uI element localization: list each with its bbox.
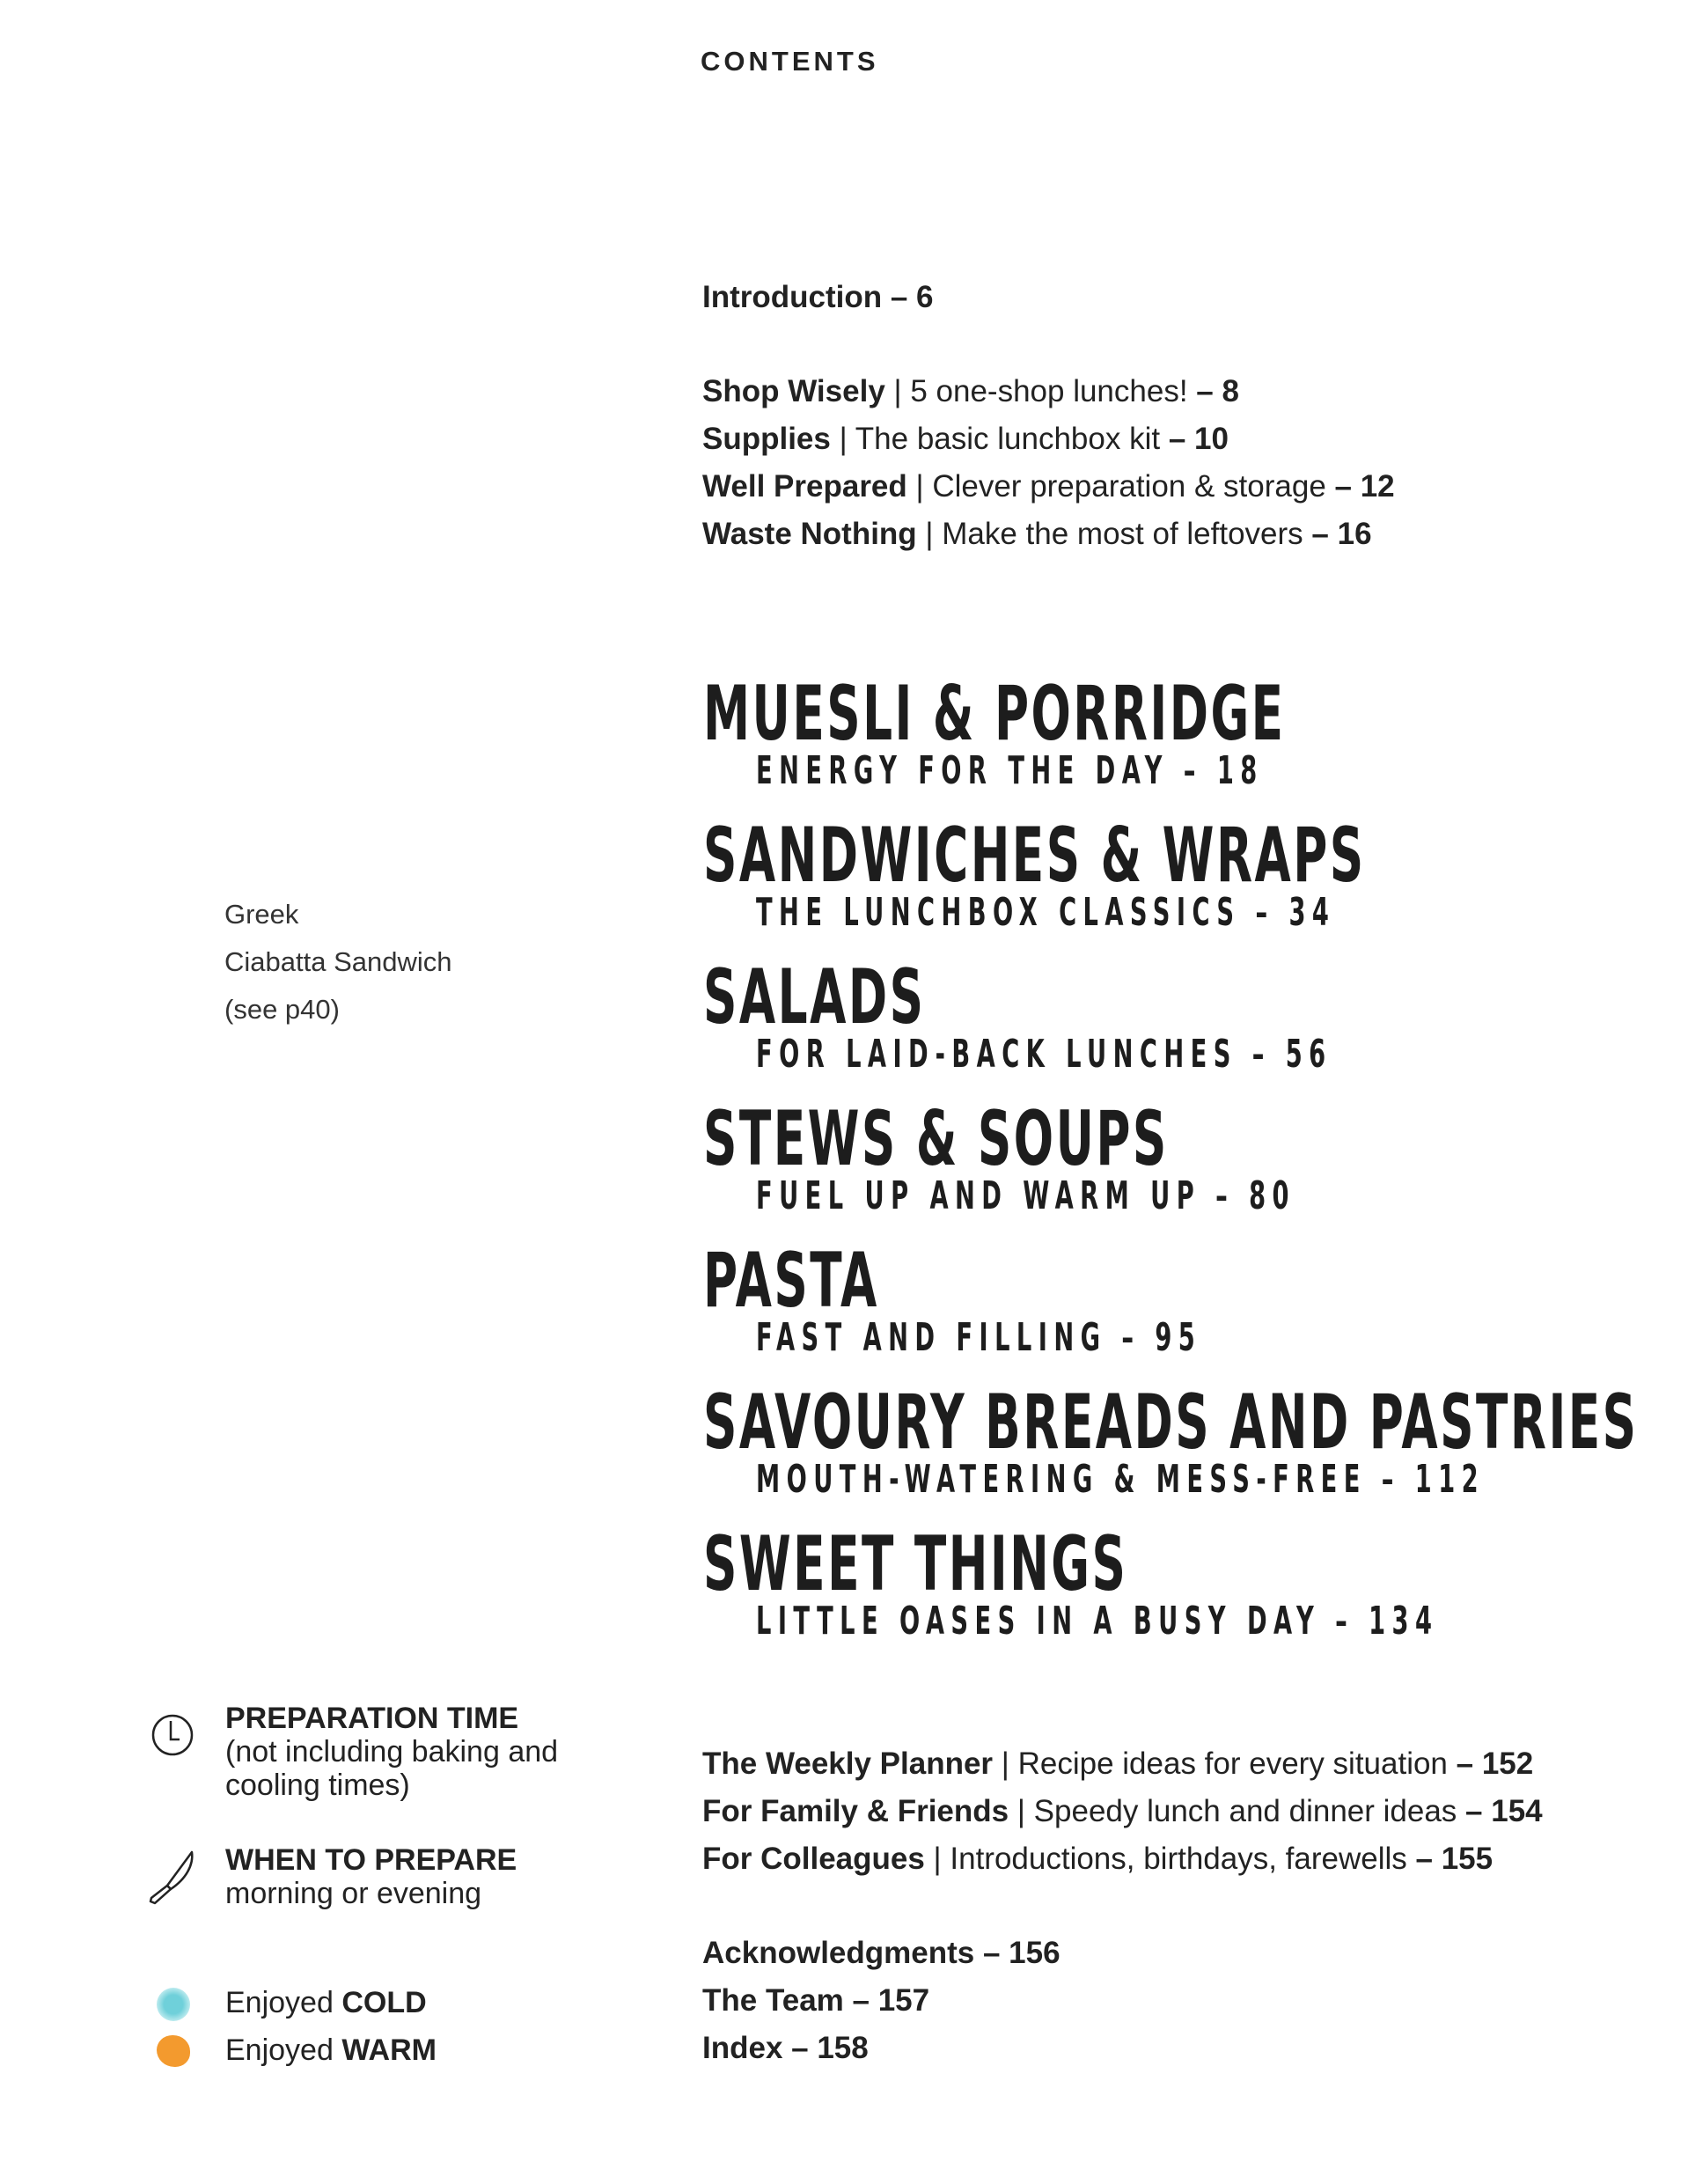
- cold-icon: [157, 1988, 190, 2021]
- toc-label: Index: [702, 2031, 783, 2065]
- section-title: SAVOURY BREADS AND PASTRIES: [703, 1379, 1639, 1467]
- toc-page: 8: [1222, 374, 1239, 408]
- section-subtitle: LITTLE OASES IN A BUSY DAY – 134: [756, 1599, 1439, 1644]
- legend-when-prepare: [225, 1843, 517, 1910]
- legend-title: PREPARATION TIME: [225, 1702, 519, 1735]
- caption-line: Ciabatta Sandwich: [224, 946, 452, 977]
- toc-sub: Speedy lunch and dinner ideas: [1033, 1794, 1457, 1828]
- toc-page: 6: [916, 280, 934, 314]
- toc-extras: [702, 1740, 1543, 1883]
- section-subtitle: ENERGY FOR THE DAY – 18: [756, 748, 1264, 793]
- toc-label: For Colleagues: [702, 1842, 925, 1876]
- caption-line: Greek: [224, 899, 299, 930]
- toc-entry[interactable]: Supplies | The basic lunchbox kit – 10: [702, 422, 1229, 456]
- toc-sub: Introductions, birthdays, farewells: [950, 1842, 1407, 1876]
- section-subtitle: FOR LAID-BACK LUNCHES – 56: [756, 1032, 1332, 1077]
- legend-text: Enjoyed: [225, 2033, 334, 2067]
- section-title: SANDWICHES & WRAPS: [703, 812, 1366, 900]
- section-sandwiches[interactable]: [703, 812, 1688, 935]
- toc-label: Waste Nothing: [702, 517, 917, 551]
- knife-icon: [148, 1849, 197, 1907]
- section-pasta[interactable]: [703, 1237, 1474, 1360]
- section-subtitle: FAST AND FILLING – 95: [756, 1315, 1202, 1360]
- clock-icon: [150, 1712, 195, 1758]
- toc-entry[interactable]: The Weekly Planner | Recipe ideas for every situation – 152: [702, 1746, 1534, 1781]
- toc-label: The Team: [702, 1983, 844, 2018]
- legend-cold: [225, 1986, 427, 2019]
- section-subtitle: FUEL UP AND WARM UP – 80: [756, 1173, 1295, 1218]
- section-title: PASTA: [703, 1237, 879, 1325]
- section-title: SALADS: [703, 953, 926, 1041]
- toc-page: 10: [1194, 422, 1229, 456]
- legend-word: WARM: [341, 2033, 437, 2067]
- legend-note: morning or evening: [225, 1877, 482, 1910]
- toc-entry[interactable]: The Team – 157: [702, 1983, 930, 2018]
- toc-entry[interactable]: Waste Nothing | Make the most of leftovers – 16: [702, 517, 1372, 551]
- toc-label: Supplies: [702, 422, 831, 456]
- toc-entry[interactable]: Acknowledgments – 156: [702, 1936, 1061, 1970]
- toc-sub: Clever preparation & storage: [932, 469, 1326, 504]
- toc-page: 12: [1360, 469, 1395, 504]
- section-title: MUESLI & PORRIDGE: [703, 670, 1286, 758]
- toc-entry[interactable]: Shop Wisely | 5 one-shop lunches! – 8: [702, 374, 1239, 408]
- section-muesli[interactable]: [703, 670, 1642, 793]
- section-breads[interactable]: [703, 1379, 1688, 1502]
- toc-label: For Family & Friends: [702, 1794, 1009, 1828]
- legend-prep-time: [225, 1702, 558, 1802]
- section-stews[interactable]: [703, 1095, 1626, 1218]
- toc-page: 158: [817, 2031, 869, 2065]
- section-sweet[interactable]: [703, 1520, 1688, 1644]
- toc-label: Introduction: [702, 280, 883, 314]
- caption-line: (see p40): [224, 994, 340, 1025]
- section-title: STEWS & SOUPS: [703, 1095, 1169, 1183]
- toc-sub: 5 one-shop lunches!: [910, 374, 1188, 408]
- toc-label: The Weekly Planner: [702, 1746, 994, 1781]
- toc-intro[interactable]: Introduction – 6: [702, 280, 934, 314]
- toc-page: 16: [1337, 517, 1372, 551]
- toc-entry[interactable]: For Family & Friends | Speedy lunch and dinner ideas – 154: [702, 1794, 1543, 1828]
- toc-label: Shop Wisely: [702, 374, 885, 408]
- toc-page: 155: [1441, 1842, 1494, 1876]
- toc-sub: Make the most of leftovers: [942, 517, 1303, 551]
- toc-label: Well Prepared: [702, 469, 907, 504]
- toc-page: 157: [877, 1983, 930, 2018]
- toc-label: Acknowledgments: [702, 1936, 975, 1970]
- page-title: CONTENTS: [701, 46, 879, 77]
- toc-sub: Recipe ideas for every situation: [1017, 1746, 1448, 1781]
- toc-sub: The basic lunchbox kit: [855, 422, 1161, 456]
- section-subtitle: MOUTH-WATERING & MESS-FREE – 112: [756, 1457, 1486, 1502]
- legend-note: (not including baking and: [225, 1735, 559, 1769]
- toc-basics: [702, 368, 1395, 558]
- legend-warm: [225, 2033, 437, 2067]
- legend-text: Enjoyed: [225, 1986, 334, 2019]
- legend-title: WHEN TO PREPARE: [225, 1843, 517, 1877]
- photo-caption: [224, 891, 452, 1033]
- toc-entry[interactable]: Well Prepared | Clever preparation & storage – 12: [702, 469, 1395, 504]
- section-salads[interactable]: [703, 953, 1685, 1077]
- toc-page: 152: [1481, 1746, 1534, 1781]
- toc-back: [702, 1930, 1061, 2072]
- legend-note: cooling times): [225, 1769, 410, 1802]
- toc-entry[interactable]: For Colleagues | Introductions, birthdays, farewells – 155: [702, 1842, 1494, 1876]
- warm-icon: [157, 2035, 190, 2067]
- legend-word: COLD: [341, 1986, 427, 2019]
- toc-page: 156: [1009, 1936, 1061, 1970]
- section-subtitle: THE LUNCHBOX CLASSICS – 34: [756, 890, 1336, 935]
- toc-entry[interactable]: Index – 158: [702, 2031, 869, 2065]
- toc-page: 154: [1491, 1794, 1543, 1828]
- section-title: SWEET THINGS: [703, 1520, 1128, 1608]
